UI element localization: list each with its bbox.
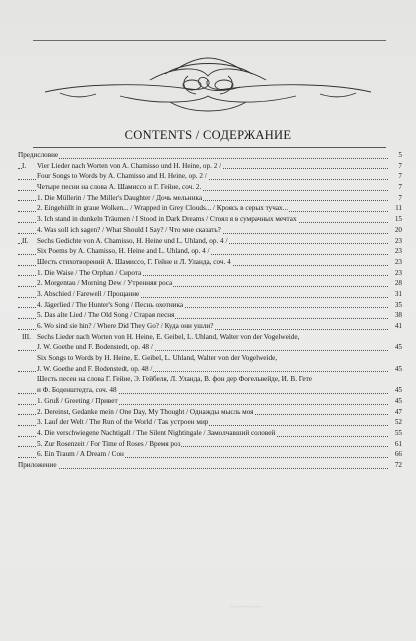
toc-entry — [18, 342, 402, 353]
toc-page-number: 61 — [388, 439, 402, 450]
toc-entry-title: 2. Morgentau / Morning Dew / Утренняя роса — [37, 279, 173, 288]
toc-page-number: 66 — [388, 449, 402, 460]
toc-page-number: 23 — [388, 268, 402, 279]
toc-page-number: 45 — [388, 385, 402, 396]
toc-entry-title: J. W. Goethe and F. Bodenstedt, op. 48 / — [37, 364, 153, 373]
bleed-through: ~~~~~~~~~~ — [230, 605, 263, 611]
toc-entry — [18, 150, 402, 161]
toc-page-number: 23 — [388, 246, 402, 257]
toc-entry — [18, 407, 402, 418]
toc-entry — [18, 364, 402, 375]
toc-entry-title: Четыре песни на слова А. Шамиссо и Г. Гейне, соч. 2. — [37, 183, 202, 192]
toc-entry — [18, 300, 402, 311]
toc-page-number: 38 — [388, 310, 402, 321]
toc-entry-title: 5. Zur Rosenzeit / For Time of Roses / Время роз — [37, 439, 181, 448]
toc-entry-title: 6. Wo sind sie hin? / Where Did They Go? / Куда они ушли? — [37, 322, 214, 330]
toc-entry-title: 4. Jägerlied / The Hunter's Song / Песнь охотника — [37, 300, 184, 309]
toc-entry-title: 2. Dereinst, Gedanke mein / One Day, My Thought / Однажды мысль моя — [37, 407, 254, 416]
title-rule — [33, 147, 386, 148]
toc-section-number: I. — [22, 161, 27, 170]
toc-entry — [18, 236, 402, 247]
toc-entry-title: 2. Eingehüllt in graue Wolken... / Wrapped in Grey Clouds... / Кроясь в серых тучах... — [37, 204, 289, 213]
toc-entry — [18, 257, 402, 268]
toc-entry — [18, 374, 402, 385]
toc-entry — [18, 321, 402, 332]
toc-section-number: II. — [22, 236, 29, 245]
toc-page-number: 23 — [388, 236, 402, 247]
toc-entry — [18, 171, 402, 182]
toc-entry — [18, 428, 402, 439]
toc-entry — [18, 310, 402, 321]
toc-page-number: 5 — [388, 150, 402, 161]
toc-page-number: 23 — [388, 257, 402, 268]
toc-page-number: 11 — [388, 203, 402, 214]
toc-page-number: 20 — [388, 225, 402, 236]
toc-entry — [18, 289, 402, 300]
toc-entry — [18, 460, 402, 471]
toc-entry-title: 3. Abschied / Farewell / Прощание — [37, 289, 140, 298]
toc-entry-title: Six Poems by A. Chamisso, H. Heine and L. Uhland, op. 4 / — [37, 247, 210, 256]
toc-page-number: 55 — [388, 428, 402, 439]
toc-page-number: 45 — [388, 342, 402, 353]
toc-page-number: 7 — [388, 161, 402, 172]
toc-entry-title: Six Songs to Words by H. Heine, E. Geibel, L. Uhland, Walter von der Vogelweide, — [37, 354, 278, 363]
toc-entry — [18, 332, 402, 343]
toc-entry-title: 6. Ein Traum / A Dream / Сон — [37, 450, 124, 459]
toc-entry-title: и Ф. Боденштедта, соч. 48 — [37, 386, 117, 395]
toc-entry-title: Шесть песен на слова Г. Гейне, Э. Гейбеля, Л. Уланда, В. фон дер Фогельвейде, И. В. Гете — [37, 375, 312, 384]
toc-entry-title: 1. Die Müllerin / The Miller's Daughter / Дочь мельника — [37, 193, 203, 202]
toc-entry-title: 3. Lauf der Welt / The Run of the World / Так устроен мир — [37, 418, 209, 427]
toc-entry — [18, 278, 402, 289]
toc-entry — [18, 182, 402, 193]
toc-entry — [18, 439, 402, 450]
toc-section-number: III. — [22, 332, 31, 341]
toc-entry — [18, 246, 402, 257]
toc-entry — [18, 193, 402, 204]
toc-entry-title: III. Sechs Lieder nach Worten von H. Heine, E. Geibel, L. Uhland, Walter von der Vogelweide, — [22, 332, 300, 341]
toc-page-number: 41 — [388, 321, 402, 332]
toc-entry — [18, 161, 402, 172]
page-title: CONTENTS / СОДЕРЖАНИЕ — [124, 128, 292, 142]
toc-page-number: 31 — [388, 289, 402, 300]
toc-page-number: 47 — [388, 407, 402, 418]
dot-leader — [18, 468, 388, 469]
toc-entry-title: 3. Ich stand in dunkeln Träumen / I Stood in Dark Dreams / Стоял я в сумрачных мечтах — [37, 215, 297, 224]
toc-page-number: 52 — [388, 417, 402, 428]
table-of-contents — [18, 150, 402, 471]
toc-entry-title: I. Vier Lieder nach Worten von A. Chamisso und H. Heine, op. 2 / — [22, 161, 222, 170]
toc-entry — [18, 449, 402, 460]
toc-entry — [18, 225, 402, 236]
toc-entry-title: II. Sechs Gedichte von A. Chamisso, H. Heine und L. Uhland, op. 4 / — [22, 236, 228, 245]
toc-entry — [18, 203, 402, 214]
toc-entry — [18, 417, 402, 428]
toc-entry-title: 4. Was soll ich sagen? / What Should I Say? / Что мне сказать? — [37, 225, 221, 234]
toc-entry-title: Предисловие — [18, 151, 59, 159]
toc-page-number: 35 — [388, 300, 402, 311]
toc-entry-title: Приложение — [18, 460, 57, 469]
toc-page-number: 45 — [388, 396, 402, 407]
toc-entry-title: 1. Die Waise / The Orphan / Сирота — [37, 268, 142, 277]
toc-page-number: 7 — [388, 193, 402, 204]
toc-page-number: 7 — [388, 182, 402, 193]
toc-entry — [18, 353, 402, 364]
toc-page-number: 72 — [388, 460, 402, 471]
toc-page-number: 28 — [388, 278, 402, 289]
toc-entry-title: 4. Die verschwiegene Nachtigall / The Silent Nightingale / Замолчавший соловей — [37, 428, 276, 437]
toc-page-number: 7 — [388, 171, 402, 182]
toc-page-number: 45 — [388, 364, 402, 375]
toc-entry — [18, 385, 402, 396]
toc-entry-title: Four Songs to Words by A. Chamisso and H. Heine, op. 2 / — [37, 172, 207, 181]
toc-entry — [18, 396, 402, 407]
toc-page-number: 15 — [388, 214, 402, 225]
toc-entry — [18, 214, 402, 225]
toc-entry-title: 5. Das alte Lied / The Old Song / Старая песня — [37, 311, 175, 320]
calligraphic-ornament — [0, 52, 416, 122]
toc-entry-title: 1. Gruß / Greeting / Привет — [37, 396, 118, 405]
toc-entry-title: Шесть стихотворений А. Шамиссо, Г. Гейне и Л. Уланда, соч. 4 — [37, 257, 231, 266]
dot-leader — [18, 158, 388, 159]
toc-entry-title: J. W. Goethe und F. Bodenstedt, op. 48 / — [37, 343, 153, 352]
top-rule — [33, 40, 386, 41]
toc-entry — [18, 268, 402, 279]
